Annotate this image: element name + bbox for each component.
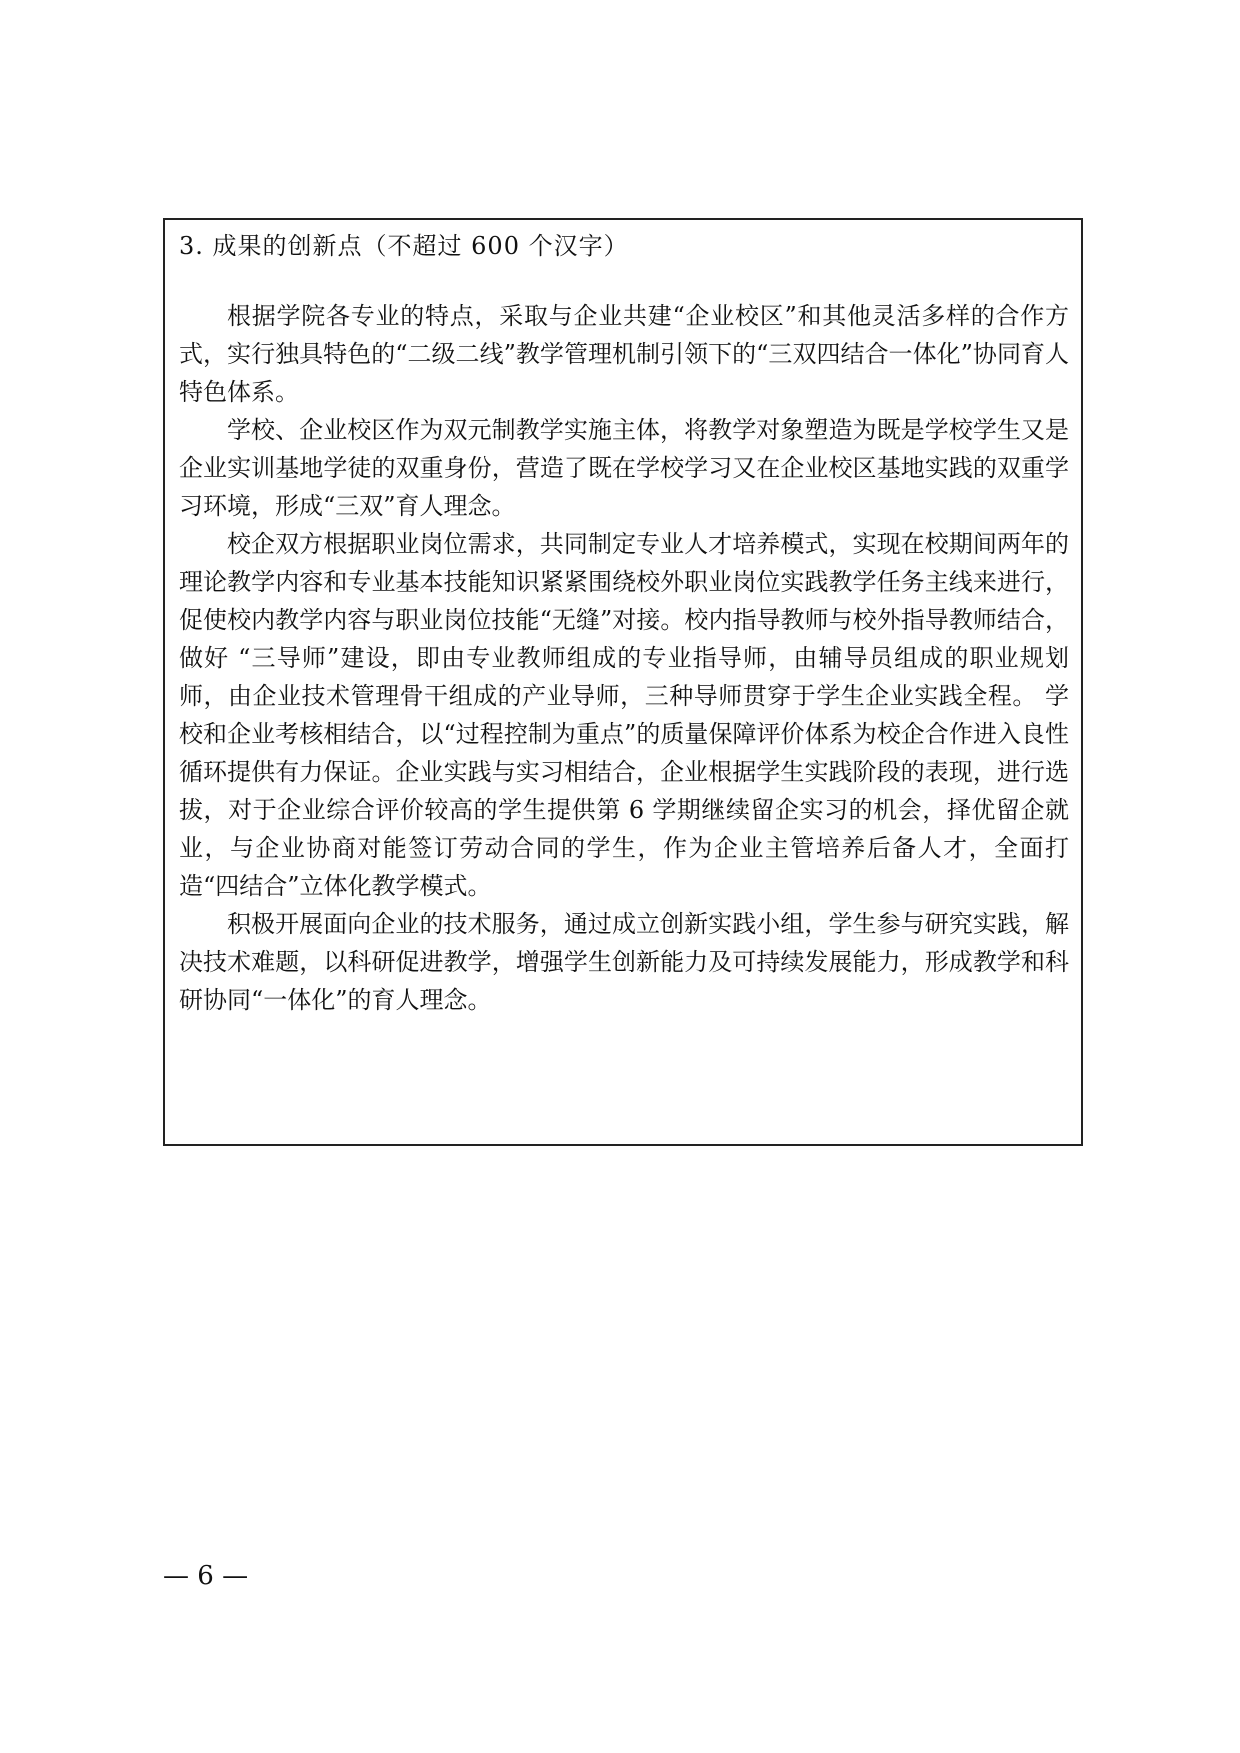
- section-heading: 3. 成果的创新点（不超过 600 个汉字）: [179, 232, 629, 260]
- paragraph-3: 校企双方根据职业岗位需求，共同制定专业人才培养模式，实现在校期间两年的理论教学内容和专业基本技能知识紧紧围绕校外职业岗位实践教学任务主线来进行，促使校内教学内容与职业岗位技能“无缝”对接。校内指导教师与校外指导教师结合，做好 “三导师”建设，即由专业教师组成的专业指导师，由辅导员组成的职业规划师，由企业技术管理骨干组成的产业导师，三种导师贯穿于学生企业实践全程。 学校和企业考核相结合，以“过程控制为重点”的质量保障评价体系为校企合作进入良性循环提供有力保证。企业实践与实习相结合，企业根据学生实践阶段的表现，进行选拔，对于企业综合评价较高的学生提供第 6 学期继续留企实习的机会，择优留企就业，与企业协商对能签订劳动合同的学生，作为企业主管培养后备人才，全面打造“四结合”立体化教学模式。: [179, 530, 1069, 900]
- paragraph-4: 积极开展面向企业的技术服务，通过成立创新实践小组，学生参与研究实践，解决技术难题，以科研促进教学，增强学生创新能力及可持续发展能力，形成教学和科研协同“一体化”的育人理念。: [179, 910, 1069, 1014]
- content-box: [163, 218, 1083, 1146]
- page-number: — 6 —: [163, 1561, 249, 1591]
- paragraph-1: 根据学院各专业的特点，采取与企业共建“企业校区”和其他灵活多样的合作方式，实行独具特色的“二级二线”教学管理机制引领下的“三双四结合一体化”协同育人特色体系。: [179, 302, 1069, 406]
- body-text: [179, 297, 1069, 1019]
- paragraph-2: 学校、企业校区作为双元制教学实施主体，将教学对象塑造为既是学校学生又是企业实训基地学徒的双重身份，营造了既在学校学习又在企业校区基地实践的双重学习环境，形成“三双”育人理念。: [179, 416, 1069, 520]
